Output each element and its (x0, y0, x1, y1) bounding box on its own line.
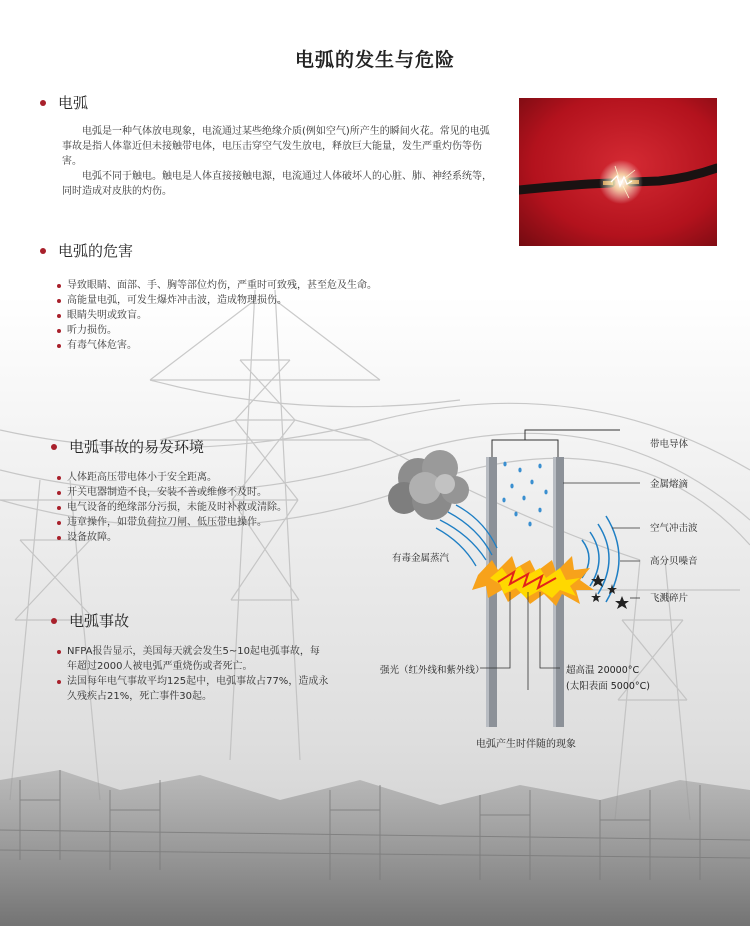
label-debris: 飞溅碎片 (650, 593, 689, 604)
section-heading-arc-text: 电弧 (58, 94, 89, 112)
arc-description (62, 124, 494, 199)
diagram-caption: 电弧产生时伴随的现象 (476, 739, 576, 750)
list-item: 开关电器制造不良，安装不善或维修不及时。 (57, 485, 357, 500)
label-air-shock: 空气冲击波 (650, 523, 698, 534)
bullet-dot (40, 248, 46, 254)
section-heading-environment (51, 436, 204, 457)
section-heading-hazards (40, 240, 133, 261)
page-title: 电弧的发生与危险 (294, 48, 455, 71)
arc-spark-photo (519, 98, 717, 246)
accidents-list (57, 644, 329, 704)
section-heading-arc (40, 92, 88, 113)
arc-paragraph: 电弧不同于触电。触电是人体直接接触电源，电流通过人体破坏人的心脏、肺、神经系统等，同时造成对皮肤的灼伤。 (62, 171, 492, 197)
label-noise: 高分贝噪音 (650, 556, 698, 567)
list-item: 有毒气体危害。 (57, 338, 417, 353)
list-item: 高能量电弧，可发生爆炸冲击波，造成物理损伤。 (57, 293, 417, 308)
bullet-dot (40, 100, 46, 106)
list-item: 违章操作，如带负荷拉刀闸、低压带电操作。 (57, 515, 357, 530)
label-conductor: 带电导体 (650, 439, 689, 450)
list-item: 导致眼睛、面部、手、胸等部位灼伤，严重时可致残，甚至危及生命。 (57, 278, 417, 293)
list-item: NFPA报告显示，美国每天就会发生5~10起电弧事故，每年超过2000人被电弧严重烧伤或者死亡。 (57, 644, 329, 674)
label-high-temp: 超高温 20000°C (566, 665, 640, 676)
section-heading-accidents (51, 610, 129, 631)
environment-list (57, 470, 357, 545)
list-item: 眼睛失明或致盲。 (57, 308, 417, 323)
section-heading-hazards-text: 电弧的危害 (58, 242, 134, 260)
list-item: 听力损伤。 (57, 323, 417, 338)
label-sun-surface: (太阳表面 5000°C) (566, 681, 650, 692)
list-item: 电气设备的绝缘部分污损，未能及时补救或清除。 (57, 500, 357, 515)
label-molten-metal: 金属熔滴 (650, 479, 689, 490)
section-heading-environment-text: 电弧事故的易发环境 (69, 438, 205, 456)
section-heading-accidents-text: 电弧事故 (69, 612, 130, 630)
list-item: 人体距高压带电体小于安全距离。 (57, 470, 357, 485)
label-strong-light: 强光（红外线和紫外线） (380, 665, 485, 676)
bullet-dot (51, 618, 57, 624)
hazards-list (57, 278, 417, 353)
list-item: 设备故障。 (57, 530, 357, 545)
arc-paragraph: 电弧是一种气体放电现象，电流通过某些绝缘介质(例如空气)所产生的瞬间火花。常见的电弧事故是指人体靠近但未接触带电体，电压击穿空气发生放电，释放巨大能量，发生严重灼伤等伤害。 (62, 126, 490, 167)
list-item: 法国每年电气事故平均125起中，电弧事故占77%，造成永久残疾占21%，死亡事件30起。 (57, 674, 329, 704)
bullet-dot (51, 444, 57, 450)
label-toxic-vapor: 有毒金属蒸汽 (392, 553, 450, 564)
